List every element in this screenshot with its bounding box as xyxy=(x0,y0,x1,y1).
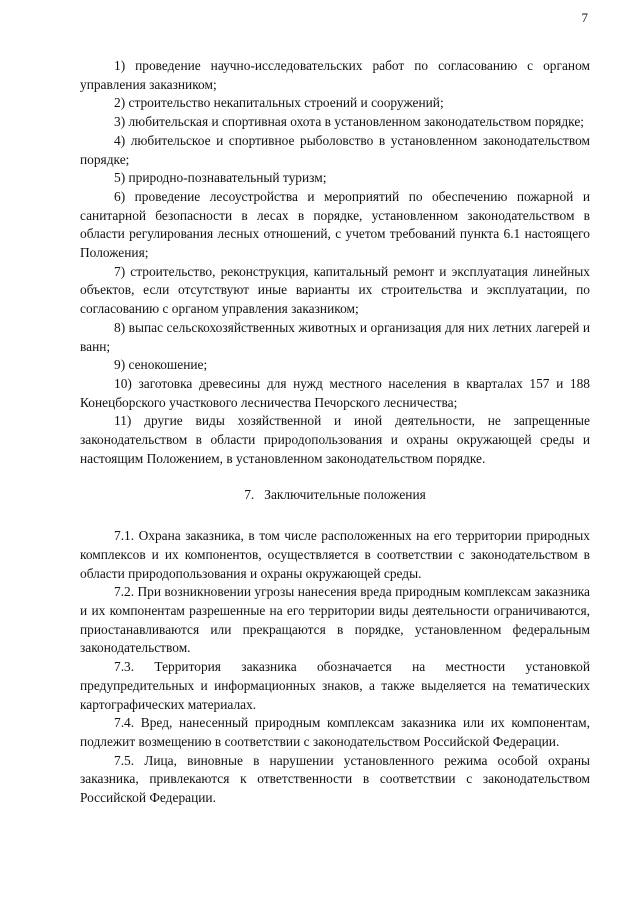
list-item: 11) другие виды хозяйственной и иной деятельности, не запрещенные законодательством в области природопользования и охраны окружающей среды и настоящим Положением, в установленном законодательством порядке. xyxy=(80,413,590,466)
page-body xyxy=(80,57,590,808)
section-paragraph: 7.4. Вред, нанесенный природным комплексам заказника или их компонентам, подлежит возмещению в соответствии с законодательством Российской Федерации. xyxy=(80,715,590,749)
page-number: 7 xyxy=(581,10,588,25)
section-paragraph: 7.3. Территория заказника обозначается на местности установкой предупредительных и информационных знаков, а также выделяется на тематических картографических материалах. xyxy=(80,659,590,712)
section-paragraph: 7.1. Охрана заказника, в том числе расположенных на его территории природных комплексов и их компонентов, осуществляется в соответствии с законодательством в области природопользования и охраны окружающей среды. xyxy=(80,528,590,581)
list-item: 9) сенокошение; xyxy=(114,357,208,373)
list-item: 1) проведение научно-исследовательских работ по согласованию с органом управления заказником; xyxy=(80,58,590,92)
section-title: Заключительные положения xyxy=(264,487,426,503)
section-paragraph: 7.5. Лица, виновные в нарушении установленного режима особой охраны заказника, привлекаются к ответственности в соответствии с законодательством Российской Федерации. xyxy=(80,752,590,806)
list-item: 7) строительство, реконструкция, капитальный ремонт и эксплуатация линейных объектов, если отсутствуют иные варианты их строительства и эксплуатации, по согласованию с органом управления заказником; xyxy=(80,263,590,317)
section-paragraph: 7.2. При возникновении угрозы нанесения вреда природным комплексам заказника и их компонентам разрешенные на его территории виды деятельности ограничиваются, приостанавливаются или прекращаются в порядке, установленном федеральным законодательством. xyxy=(80,584,590,656)
list-item: 6) проведение лесоустройства и мероприятий по обеспечению пожарной и санитарной безопасности в лесах в порядке, установленном законодательством в области регулирования лесных отношений, с учетом требований пункта 6.1 настоящего Положения; xyxy=(80,188,590,261)
list-item: 4) любительское и спортивное рыболовство в установленном законодательством порядке; xyxy=(80,132,590,167)
list-item: 3) любительская и спортивная охота в установленном законодательством порядке; xyxy=(114,114,584,130)
list-item: 5) природно-познавательный туризм; xyxy=(114,170,327,186)
section-heading xyxy=(80,486,590,505)
section-number: 7. xyxy=(244,487,255,503)
list-item: 8) выпас сельскохозяйственных животных и организация для них летних лагерей и ванн; xyxy=(80,319,590,354)
list-item: 10) заготовка древесины для нужд местного населения в кварталах 157 и 188 Конецборского участкового лесничества Печорского лесничества; xyxy=(80,375,590,410)
list-item: 2) строительство некапитальных строений и сооружений; xyxy=(114,95,444,111)
